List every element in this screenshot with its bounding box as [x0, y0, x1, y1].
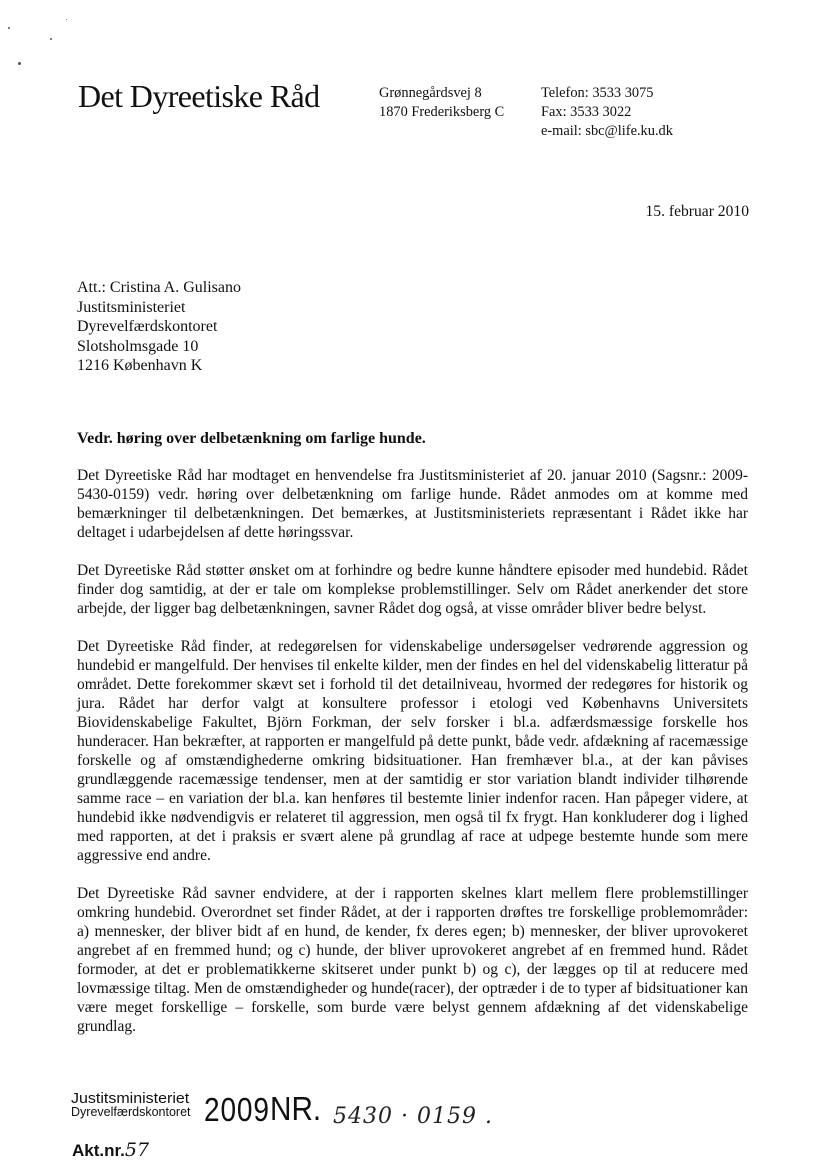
receipt-stamp	[71, 1091, 191, 1119]
contact-email: e-mail: sbc@life.ku.dk	[541, 123, 673, 139]
stamp-office: Dyrevelfærdskontoret	[71, 1105, 191, 1119]
body-paragraph: Det Dyreetiske Råd har modtaget en henvendelse fra Justitsministeriet af 20. januar 2010 (Sagsnr.: 2009-5430-0159) vedr. høring over delbetænkning om farlige hunde. Rådet anmodes om at komme med bemærkninger til delbetænkningen. Det bemærkes, at Justitsministeriets repræsentant i Rådet ikke har deltaget i udarbejdelsen af dette høringssvar.	[77, 467, 748, 541]
recipient-ministry: Justitsministeriet	[77, 298, 186, 316]
recipient-block	[77, 278, 241, 376]
akt-handwritten-number: 57	[124, 1139, 150, 1161]
akt-number	[72, 1139, 149, 1161]
body-paragraph: Det Dyreetiske Råd støtter ønsket om at forhindre og bedre kunne håndtere episoder med hundebid. Rådet finder dog samtidig, at der er tale om komplekse problemstillinger. Selv om Rådet anerkender det store arbejde, der ligger bag delbetænkningen, savner Rådet dog også, at visse områder bliver bedre belyst.	[77, 562, 748, 617]
recipient-office: Dyrevelfærdskontoret	[77, 318, 218, 336]
stamp-year: 2009	[204, 1091, 270, 1128]
body-paragraph: Det Dyreetiske Råd savner endvidere, at der i rapporten skelnes klart mellem flere problemstillinger omkring hundebid. Overordnet set finder Rådet, at der i rapporten drøftes tre forskellige problemområder: a) mennesker, der bliver bidt af en hund, de kender, fx deres egen; b) mennesker, der bliver uprovokeret angrebet af en fremmed hund; og c) hunde, der bliver uprovokeret angrebet af en fremmed hund. Rådet formoder, at det er problematikkerne skitseret under punkt b) og c), der lægges op til at reducere med lovmæssige tiltag. Men de omstændigheder og hunde(racer), der optræder i de to typer af bidsituationer kan være meget forskellige – forskelle, som burde være belyst gennem afdækning af det videnskabelige grundlag.	[77, 885, 748, 1035]
address-city: 1870 Frederiksberg C	[379, 104, 505, 120]
stamp-nr-label: NR.	[270, 1090, 322, 1127]
akt-label: Akt.nr.	[72, 1141, 125, 1160]
stamp-ministry: Justitsministeriet	[71, 1090, 190, 1107]
letterhead-address	[379, 84, 504, 122]
letter-date: 15. februar 2010	[645, 203, 749, 220]
letter-body	[77, 466, 748, 1055]
organization-name: Det Dyreetiske Råd	[78, 78, 320, 114]
recipient-att: Att.: Cristina A. Gulisano	[77, 279, 241, 296]
recipient-city: 1216 København K	[77, 357, 203, 375]
contact-fax: Fax: 3533 3022	[541, 104, 632, 120]
body-paragraph: Det Dyreetiske Råd finder, at redegørelsen for videnskabelige undersøgelser vedrørende aggression og hundebid er mangelfuld. Der henvises til enkelte kilder, men der findes en hel del videnskabelig litteratur på området. Dette forekommer skævt set i forhold til det detailniveau, hvormed der redegøres for historik og jura. Rådet har derfor valgt at konsultere professor i etologi ved Københavns Universitets Biovidenskabelige Fakultet, Björn Forkman, der selv forsker i bl.a. adfærdsmæssige forskelle hos hunderacer. Han bekræfter, at rapporten er mangelfuld på dette punkt, både vedr. afdækning af racemæssige forskelle og af omstændighederne omkring bidsituationer. Han fremhæver bl.a., at der kan påvises grundlæggende racemæssige tendenser, men at der samtidig er stor variation blandt individer tilhørende samme race – en variation der bl.a. kan henføres til bestemte linier indenfor racen. Han påpeger videre, at hundebid ikke nødvendigvis er relateret til aggression, men også til fx frygt. Han konkluderer dog i lighed med rapporten, at det i praksis er svært alene på grundlag af race at udpege bestemte hunde som mere aggressive end andre.	[77, 638, 748, 864]
letterhead-contact	[541, 84, 673, 141]
contact-phone: Telefon: 3533 3075	[541, 85, 654, 101]
recipient-street: Slotsholmsgade 10	[77, 337, 199, 355]
address-street: Grønnegårdsvej 8	[379, 85, 482, 101]
handwritten-case-number: 5430 · 0159 .	[333, 1104, 493, 1129]
letter-subject: Vedr. høring over delbetænkning om farlige hunde.	[77, 430, 426, 447]
